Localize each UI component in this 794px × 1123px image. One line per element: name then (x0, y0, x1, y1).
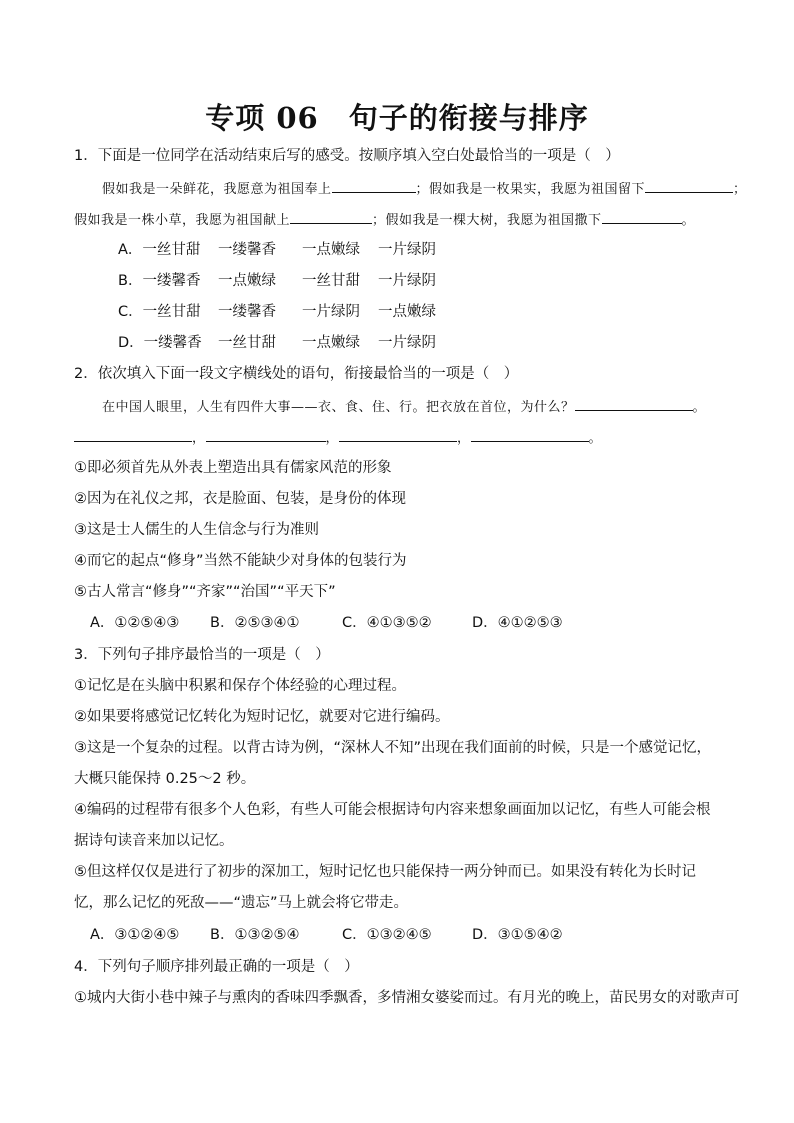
q2-item-1: ①即必须首先从外表上塑造出具有儒家风范的形象 (74, 460, 392, 476)
q1-option-c-2: 一缕馨香 (218, 304, 276, 320)
q4-stem: 4．下列句子顺序排列最正确的一项是（ ） (74, 959, 359, 975)
q3-choice-b: B．①③②⑤④ (210, 927, 300, 943)
q1-option-a-4: 一片绿阴 (378, 242, 436, 258)
q2-item-2: ②因为在礼仪之邦，衣是脸面、包装，是身份的体现 (74, 491, 406, 507)
q1-option-b-2: 一点嫩绿 (218, 273, 276, 289)
q2-choice-d: D．④①②⑤③ (472, 615, 563, 631)
q2-blank-4 (339, 427, 457, 442)
q3-stem: 3．下列句子排序最恰当的一项是（ ） (74, 647, 330, 663)
q3-item-3: ③这是一个复杂的过程。以背古诗为例，“深林人不知”出现在我们面前的时候，只是一个感觉记忆，大概只能保持 0.25～2 秒。 (74, 740, 712, 787)
q1-option-c-1: C．一丝甘甜 (118, 304, 201, 320)
q1-passage-part3: ； (733, 182, 747, 197)
q3-item-2: ②如果要将感觉记忆转化为短时记忆，就要对它进行编码。 (74, 709, 450, 725)
q1-passage-line1 (102, 178, 747, 200)
q3-item-4: ④编码的过程带有很多个人色彩，有些人可能会根据诗句内容来想象画面加以记忆，有些人可能会根据诗句读音来加以记忆。 (74, 802, 711, 849)
q4-item-1: ①城内大街小巷中辣子与熏肉的香味四季飘香，多情湘女婆娑而过。有月光的晚上，苗民男女的对歌声可 (74, 990, 740, 1006)
q2-passage-period: 。 (692, 400, 707, 415)
q1-option-b (118, 271, 436, 291)
q1-stem: 1．下面是一位同学在活动结束后写的感受。按顺序填入空白处最恰当的一项是（ ） (74, 148, 620, 164)
q2-item-3: ③这是士人儒生的人生信念与行为准则 (74, 522, 319, 538)
q2-end-period: 。 (588, 431, 603, 446)
q2-blank-1 (575, 396, 693, 411)
q2-passage-text: 在中国人眼里，人生有四件大事——衣、食、住、行。把衣放在首位，为什么？ (102, 400, 575, 415)
q2-sep-2: ， (325, 431, 340, 446)
q2-item-5: ⑤古人常言“修身”“齐家”“治国”“平天下” (74, 584, 336, 600)
q2-sep-3: ， (457, 431, 471, 446)
q1-blank-2 (645, 178, 733, 193)
page-title: 专项 06 句子的衔接与排序 (205, 101, 589, 135)
q1-passage-part5: ；假如我是一棵大树，我愿为祖国撒下 (372, 213, 602, 228)
q1-option-b-1: B．一缕馨香 (118, 273, 201, 289)
q1-passage-part1: 假如我是一朵鲜花，我愿意为祖国奉上 (102, 182, 332, 197)
q1-passage-part6: 。 (681, 213, 696, 228)
q3-choices (90, 925, 563, 945)
q1-option-c-3: 一片绿阴 (302, 304, 360, 320)
q1-blank-3 (290, 209, 372, 224)
q3-item-5: ⑤但这样仅仅是进行了初步的深加工，短时记忆也只能保持一两分钟而已。如果没有转化为长时记忆，那么记忆的死敌——“遗忘”马上就会将它带走。 (74, 864, 696, 911)
q1-option-d-1: D．一缕馨香 (118, 335, 202, 351)
q1-passage-line2 (74, 209, 695, 231)
q1-option-b-4: 一片绿阴 (378, 273, 436, 289)
q3-choice-c: C．①③②④⑤ (342, 927, 432, 943)
q1-blank-4 (602, 209, 682, 224)
q2-choices (90, 613, 563, 633)
q2-item-4: ④而它的起点“修身”当然不能缺少对身体的包装行为 (74, 553, 407, 569)
q2-choice-b: B．②⑤③④① (210, 615, 300, 631)
q3-choice-d: D．③①⑤④② (472, 927, 563, 943)
q1-option-d-3: 一点嫩绿 (302, 335, 360, 351)
q1-passage-part2: ；假如我是一枚果实，我愿为祖国留下 (415, 182, 646, 197)
q1-option-b-3: 一丝甘甜 (302, 273, 360, 289)
q2-blank-5 (471, 427, 589, 442)
q2-blank-2 (74, 427, 192, 442)
q1-option-a (118, 240, 436, 260)
q2-blank-3 (206, 427, 326, 442)
q1-option-d (118, 333, 436, 353)
q2-sep-1: ， (192, 431, 206, 446)
q1-option-a-1: A．一丝甘甜 (118, 242, 201, 258)
q1-option-d-4: 一片绿阴 (378, 335, 436, 351)
q1-blank-1 (332, 178, 416, 193)
q2-passage-line2 (74, 427, 602, 449)
q1-option-a-3: 一点嫩绿 (302, 242, 360, 258)
q1-option-a-2: 一缕馨香 (218, 242, 276, 258)
q3-choice-a: A．③①②④⑤ (90, 927, 180, 943)
q2-stem: 2．依次填入下面一段文字横线处的语句，衔接最恰当的一项是（ ） (74, 366, 519, 382)
q1-option-c-4: 一点嫩绿 (378, 304, 436, 320)
q1-option-c (118, 302, 436, 322)
q3-item-1: ①记忆是在头脑中积累和保存个体经验的心理过程。 (74, 678, 406, 694)
q2-choice-a: A．①②⑤④③ (90, 615, 180, 631)
q2-passage-line1 (102, 396, 706, 418)
q1-option-d-2: 一丝甘甜 (218, 335, 276, 351)
q1-passage-part4: 假如我是一株小草，我愿为祖国献上 (74, 213, 291, 228)
q2-choice-c: C．④①③⑤② (342, 615, 432, 631)
